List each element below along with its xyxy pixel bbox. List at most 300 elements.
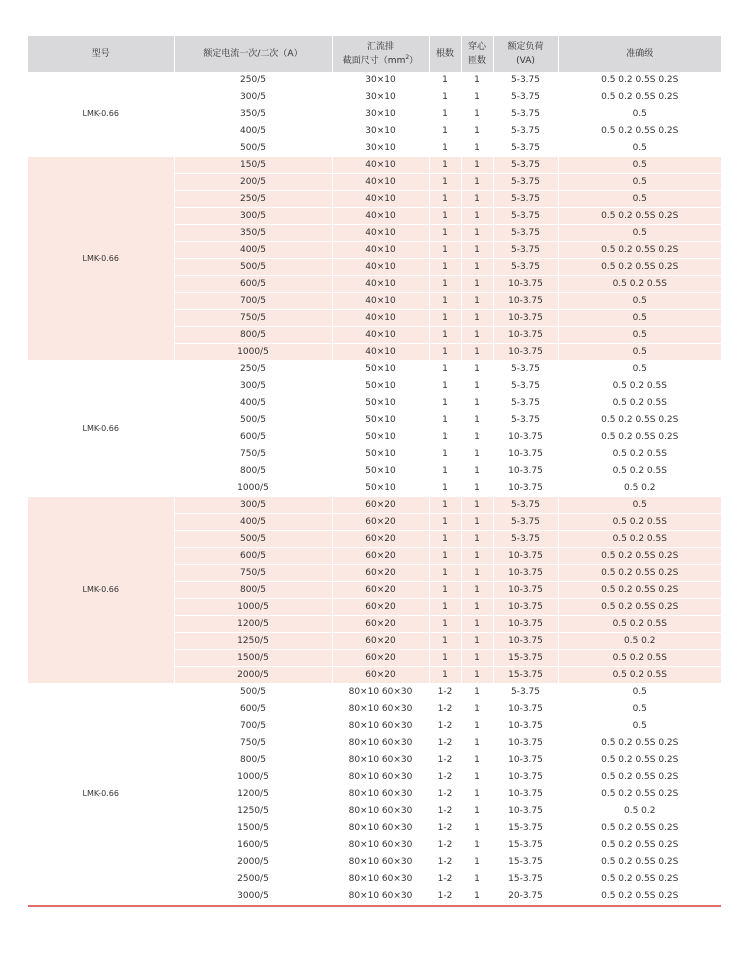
load-cell: 5-3.75 — [493, 72, 558, 89]
load-cell: 10-3.75 — [493, 429, 558, 446]
table-row — [28, 497, 721, 514]
current-cell: 1000/5 — [174, 769, 332, 786]
busbar-cell: 60×20 — [332, 650, 429, 667]
busbar-cell: 80×10 60×30 — [332, 803, 429, 820]
roots-cell: 1 — [429, 225, 461, 242]
roots-cell: 1 — [429, 548, 461, 565]
accuracy-cell: 0.5 0.2 0.5S 0.2S — [558, 599, 721, 616]
accuracy-cell: 0.5 0.2 — [558, 480, 721, 497]
current-cell: 1200/5 — [174, 786, 332, 803]
accuracy-cell: 0.5 0.2 0.5S 0.2S — [558, 871, 721, 888]
roots-cell: 1-2 — [429, 684, 461, 701]
busbar-cell: 60×20 — [332, 633, 429, 650]
current-cell: 1500/5 — [174, 820, 332, 837]
header-busbar-title: 汇流排 — [366, 42, 394, 52]
accuracy-cell: 0.5 0.2 0.5S — [558, 531, 721, 548]
current-cell: 150/5 — [174, 157, 332, 174]
current-cell: 300/5 — [174, 497, 332, 514]
turns-cell: 1 — [461, 72, 493, 89]
turns-cell: 1 — [461, 480, 493, 497]
turns-cell: 1 — [461, 565, 493, 582]
current-cell: 750/5 — [174, 446, 332, 463]
load-cell: 5-3.75 — [493, 106, 558, 123]
header-accuracy: 准确级 — [558, 36, 721, 72]
busbar-cell: 50×10 — [332, 446, 429, 463]
accuracy-cell: 0.5 0.2 0.5S — [558, 378, 721, 395]
roots-cell: 1 — [429, 395, 461, 412]
load-cell: 10-3.75 — [493, 548, 558, 565]
busbar-cell: 60×20 — [332, 548, 429, 565]
busbar-cell: 40×10 — [332, 208, 429, 225]
accuracy-cell: 0.5 0.2 — [558, 633, 721, 650]
turns-cell: 1 — [461, 854, 493, 871]
load-cell: 15-3.75 — [493, 820, 558, 837]
accuracy-cell: 0.5 0.2 0.5S 0.2S — [558, 837, 721, 854]
current-cell: 600/5 — [174, 548, 332, 565]
header-busbar-unit-sup: 2 — [405, 54, 410, 61]
current-cell: 400/5 — [174, 242, 332, 259]
turns-cell: 1 — [461, 140, 493, 157]
table-row — [28, 361, 721, 378]
turns-cell: 1 — [461, 361, 493, 378]
accuracy-cell: 0.5 0.2 0.5S — [558, 667, 721, 684]
busbar-cell: 80×10 60×30 — [332, 871, 429, 888]
busbar-cell: 80×10 60×30 — [332, 837, 429, 854]
current-cell: 600/5 — [174, 429, 332, 446]
roots-cell: 1 — [429, 327, 461, 344]
accuracy-cell: 0.5 — [558, 191, 721, 208]
busbar-cell: 40×10 — [332, 344, 429, 361]
roots-cell: 1 — [429, 89, 461, 106]
roots-cell: 1-2 — [429, 701, 461, 718]
turns-cell: 1 — [461, 446, 493, 463]
accuracy-cell: 0.5 — [558, 310, 721, 327]
load-cell: 5-3.75 — [493, 412, 558, 429]
accuracy-cell: 0.5 0.2 0.5S 0.2S — [558, 769, 721, 786]
load-cell: 5-3.75 — [493, 378, 558, 395]
roots-cell: 1 — [429, 361, 461, 378]
roots-cell: 1 — [429, 531, 461, 548]
accuracy-cell: 0.5 — [558, 293, 721, 310]
roots-cell: 1 — [429, 242, 461, 259]
spec-table — [28, 36, 721, 905]
current-cell: 300/5 — [174, 208, 332, 225]
turns-cell: 1 — [461, 837, 493, 854]
load-cell: 5-3.75 — [493, 497, 558, 514]
roots-cell: 1-2 — [429, 871, 461, 888]
turns-cell: 1 — [461, 548, 493, 565]
load-cell: 10-3.75 — [493, 327, 558, 344]
roots-cell: 1 — [429, 565, 461, 582]
busbar-cell: 40×10 — [332, 242, 429, 259]
header-busbar-size — [335, 54, 427, 68]
current-cell: 1250/5 — [174, 633, 332, 650]
accuracy-cell: 0.5 — [558, 225, 721, 242]
busbar-cell: 80×10 60×30 — [332, 752, 429, 769]
busbar-cell: 60×20 — [332, 616, 429, 633]
load-cell: 10-3.75 — [493, 701, 558, 718]
busbar-cell: 80×10 60×30 — [332, 701, 429, 718]
busbar-cell: 80×10 60×30 — [332, 820, 429, 837]
load-cell: 5-3.75 — [493, 531, 558, 548]
busbar-cell: 40×10 — [332, 225, 429, 242]
model-cell: LMK-0.66 — [28, 72, 174, 157]
turns-cell: 1 — [461, 786, 493, 803]
current-cell: 500/5 — [174, 531, 332, 548]
accuracy-cell: 0.5 — [558, 106, 721, 123]
load-cell: 10-3.75 — [493, 480, 558, 497]
load-cell: 10-3.75 — [493, 735, 558, 752]
accuracy-cell: 0.5 0.2 0.5S — [558, 514, 721, 531]
current-cell: 500/5 — [174, 259, 332, 276]
busbar-cell: 60×20 — [332, 582, 429, 599]
load-cell: 5-3.75 — [493, 242, 558, 259]
turns-cell: 1 — [461, 752, 493, 769]
turns-cell: 1 — [461, 106, 493, 123]
load-cell: 5-3.75 — [493, 259, 558, 276]
current-cell: 750/5 — [174, 735, 332, 752]
model-cell: LMK-0.66 — [28, 361, 174, 497]
turns-cell: 1 — [461, 718, 493, 735]
roots-cell: 1 — [429, 140, 461, 157]
busbar-cell: 40×10 — [332, 174, 429, 191]
accuracy-cell: 0.5 0.2 0.5S 0.2S — [558, 72, 721, 89]
table-row — [28, 684, 721, 701]
table-row — [28, 72, 721, 89]
turns-cell: 1 — [461, 89, 493, 106]
turns-cell: 1 — [461, 259, 493, 276]
accuracy-cell: 0.5 0.2 0.5S 0.2S — [558, 752, 721, 769]
table-body — [28, 72, 721, 905]
header-load-line1: 额定负荷 — [507, 42, 544, 52]
current-cell: 1250/5 — [174, 803, 332, 820]
busbar-cell: 80×10 60×30 — [332, 684, 429, 701]
roots-cell: 1 — [429, 429, 461, 446]
header-model: 型号 — [28, 36, 174, 72]
header-turns-line1: 穿心 — [467, 42, 486, 52]
accuracy-cell: 0.5 — [558, 361, 721, 378]
turns-cell: 1 — [461, 769, 493, 786]
current-cell: 200/5 — [174, 174, 332, 191]
accuracy-cell: 0.5 0.2 0.5S — [558, 650, 721, 667]
accuracy-cell: 0.5 — [558, 140, 721, 157]
roots-cell: 1-2 — [429, 735, 461, 752]
busbar-cell: 80×10 60×30 — [332, 854, 429, 871]
load-cell: 10-3.75 — [493, 616, 558, 633]
current-cell: 400/5 — [174, 123, 332, 140]
accuracy-cell: 0.5 0.2 0.5S 0.2S — [558, 548, 721, 565]
current-cell: 500/5 — [174, 684, 332, 701]
spec-table-container — [28, 36, 721, 905]
current-cell: 1200/5 — [174, 616, 332, 633]
load-cell: 15-3.75 — [493, 871, 558, 888]
busbar-cell: 60×20 — [332, 514, 429, 531]
header-load-line2: (VA) — [516, 56, 535, 66]
accuracy-cell: 0.5 0.2 0.5S 0.2S — [558, 854, 721, 871]
accuracy-cell: 0.5 0.2 0.5S — [558, 395, 721, 412]
roots-cell: 1-2 — [429, 786, 461, 803]
roots-cell: 1 — [429, 293, 461, 310]
roots-cell: 1 — [429, 276, 461, 293]
roots-cell: 1 — [429, 650, 461, 667]
busbar-cell: 80×10 60×30 — [332, 888, 429, 905]
turns-cell: 1 — [461, 208, 493, 225]
table-row — [28, 157, 721, 174]
current-cell: 250/5 — [174, 191, 332, 208]
roots-cell: 1 — [429, 123, 461, 140]
header-busbar-close: ） — [409, 56, 419, 66]
table-header — [28, 36, 721, 72]
busbar-cell: 50×10 — [332, 463, 429, 480]
header-current: 额定电流一次/二次（A） — [174, 36, 332, 72]
accuracy-cell: 0.5 0.2 0.5S 0.2S — [558, 888, 721, 905]
current-cell: 2000/5 — [174, 854, 332, 871]
roots-cell: 1 — [429, 208, 461, 225]
turns-cell: 1 — [461, 616, 493, 633]
load-cell: 10-3.75 — [493, 446, 558, 463]
current-cell: 800/5 — [174, 463, 332, 480]
busbar-cell: 40×10 — [332, 327, 429, 344]
current-cell: 2500/5 — [174, 871, 332, 888]
current-cell: 400/5 — [174, 514, 332, 531]
turns-cell: 1 — [461, 735, 493, 752]
roots-cell: 1 — [429, 344, 461, 361]
busbar-cell: 30×10 — [332, 72, 429, 89]
load-cell: 15-3.75 — [493, 837, 558, 854]
roots-cell: 1 — [429, 480, 461, 497]
bottom-rule — [28, 905, 721, 907]
roots-cell: 1 — [429, 582, 461, 599]
accuracy-cell: 0.5 0.2 0.5S 0.2S — [558, 123, 721, 140]
roots-cell: 1 — [429, 106, 461, 123]
accuracy-cell: 0.5 — [558, 497, 721, 514]
load-cell: 10-3.75 — [493, 803, 558, 820]
busbar-cell: 30×10 — [332, 106, 429, 123]
turns-cell: 1 — [461, 684, 493, 701]
current-cell: 350/5 — [174, 225, 332, 242]
roots-cell: 1 — [429, 412, 461, 429]
turns-cell: 1 — [461, 225, 493, 242]
current-cell: 750/5 — [174, 310, 332, 327]
roots-cell: 1 — [429, 446, 461, 463]
load-cell: 15-3.75 — [493, 854, 558, 871]
header-turns-line2: 匝数 — [467, 56, 486, 66]
current-cell: 300/5 — [174, 378, 332, 395]
model-cell: LMK-0.66 — [28, 684, 174, 905]
current-cell: 700/5 — [174, 293, 332, 310]
accuracy-cell: 0.5 0.2 0.5S 0.2S — [558, 735, 721, 752]
roots-cell: 1 — [429, 72, 461, 89]
load-cell: 10-3.75 — [493, 565, 558, 582]
current-cell: 600/5 — [174, 701, 332, 718]
accuracy-cell: 0.5 0.2 0.5S 0.2S — [558, 89, 721, 106]
accuracy-cell: 0.5 0.2 0.5S — [558, 446, 721, 463]
busbar-cell: 50×10 — [332, 412, 429, 429]
busbar-cell: 30×10 — [332, 140, 429, 157]
turns-cell: 1 — [461, 123, 493, 140]
load-cell: 10-3.75 — [493, 633, 558, 650]
load-cell: 5-3.75 — [493, 208, 558, 225]
busbar-cell: 40×10 — [332, 191, 429, 208]
roots-cell: 1-2 — [429, 752, 461, 769]
current-cell: 1000/5 — [174, 344, 332, 361]
load-cell: 15-3.75 — [493, 650, 558, 667]
roots-cell: 1 — [429, 174, 461, 191]
model-cell: LMK-0.66 — [28, 497, 174, 684]
busbar-cell: 40×10 — [332, 157, 429, 174]
accuracy-cell: 0.5 0.2 0.5S — [558, 463, 721, 480]
turns-cell: 1 — [461, 888, 493, 905]
current-cell: 800/5 — [174, 582, 332, 599]
roots-cell: 1 — [429, 514, 461, 531]
load-cell: 5-3.75 — [493, 225, 558, 242]
busbar-cell: 60×20 — [332, 497, 429, 514]
load-cell: 10-3.75 — [493, 582, 558, 599]
turns-cell: 1 — [461, 871, 493, 888]
turns-cell: 1 — [461, 378, 493, 395]
accuracy-cell: 0.5 0.2 — [558, 803, 721, 820]
load-cell: 5-3.75 — [493, 395, 558, 412]
header-turns — [461, 36, 493, 72]
busbar-cell: 60×20 — [332, 667, 429, 684]
roots-cell: 1-2 — [429, 820, 461, 837]
accuracy-cell: 0.5 0.2 0.5S — [558, 616, 721, 633]
busbar-cell: 60×20 — [332, 565, 429, 582]
turns-cell: 1 — [461, 276, 493, 293]
current-cell: 1600/5 — [174, 837, 332, 854]
busbar-cell: 40×10 — [332, 293, 429, 310]
load-cell: 5-3.75 — [493, 684, 558, 701]
busbar-cell: 50×10 — [332, 429, 429, 446]
load-cell: 5-3.75 — [493, 157, 558, 174]
roots-cell: 1-2 — [429, 888, 461, 905]
busbar-cell: 80×10 60×30 — [332, 735, 429, 752]
roots-cell: 1-2 — [429, 854, 461, 871]
busbar-cell: 60×20 — [332, 599, 429, 616]
current-cell: 350/5 — [174, 106, 332, 123]
load-cell: 5-3.75 — [493, 361, 558, 378]
busbar-cell: 60×20 — [332, 531, 429, 548]
accuracy-cell: 0.5 0.2 0.5S 0.2S — [558, 582, 721, 599]
busbar-cell: 80×10 60×30 — [332, 786, 429, 803]
busbar-cell: 40×10 — [332, 310, 429, 327]
turns-cell: 1 — [461, 191, 493, 208]
busbar-cell: 80×10 60×30 — [332, 718, 429, 735]
accuracy-cell: 0.5 — [558, 327, 721, 344]
busbar-cell: 30×10 — [332, 123, 429, 140]
load-cell: 10-3.75 — [493, 276, 558, 293]
turns-cell: 1 — [461, 599, 493, 616]
turns-cell: 1 — [461, 395, 493, 412]
roots-cell: 1 — [429, 667, 461, 684]
header-roots: 根数 — [429, 36, 461, 72]
turns-cell: 1 — [461, 293, 493, 310]
load-cell: 5-3.75 — [493, 174, 558, 191]
load-cell: 5-3.75 — [493, 123, 558, 140]
roots-cell: 1 — [429, 633, 461, 650]
current-cell: 600/5 — [174, 276, 332, 293]
turns-cell: 1 — [461, 582, 493, 599]
busbar-cell: 50×10 — [332, 480, 429, 497]
roots-cell: 1 — [429, 497, 461, 514]
load-cell: 5-3.75 — [493, 514, 558, 531]
accuracy-cell: 0.5 0.2 0.5S 0.2S — [558, 242, 721, 259]
accuracy-cell: 0.5 0.2 0.5S 0.2S — [558, 786, 721, 803]
turns-cell: 1 — [461, 701, 493, 718]
accuracy-cell: 0.5 0.2 0.5S 0.2S — [558, 412, 721, 429]
turns-cell: 1 — [461, 497, 493, 514]
accuracy-cell: 0.5 0.2 0.5S 0.2S — [558, 259, 721, 276]
turns-cell: 1 — [461, 667, 493, 684]
accuracy-cell: 0.5 — [558, 344, 721, 361]
current-cell: 1000/5 — [174, 599, 332, 616]
load-cell: 5-3.75 — [493, 191, 558, 208]
current-cell: 1000/5 — [174, 480, 332, 497]
current-cell: 750/5 — [174, 565, 332, 582]
current-cell: 300/5 — [174, 89, 332, 106]
turns-cell: 1 — [461, 344, 493, 361]
busbar-cell: 80×10 60×30 — [332, 769, 429, 786]
roots-cell: 1 — [429, 616, 461, 633]
roots-cell: 1 — [429, 463, 461, 480]
turns-cell: 1 — [461, 633, 493, 650]
load-cell: 10-3.75 — [493, 344, 558, 361]
accuracy-cell: 0.5 0.2 0.5S 0.2S — [558, 820, 721, 837]
turns-cell: 1 — [461, 310, 493, 327]
current-cell: 700/5 — [174, 718, 332, 735]
accuracy-cell: 0.5 — [558, 174, 721, 191]
header-busbar-size-text: 截面尺寸（mm — [342, 56, 406, 66]
load-cell: 10-3.75 — [493, 310, 558, 327]
load-cell: 10-3.75 — [493, 752, 558, 769]
current-cell: 250/5 — [174, 361, 332, 378]
current-cell: 500/5 — [174, 140, 332, 157]
turns-cell: 1 — [461, 803, 493, 820]
roots-cell: 1-2 — [429, 769, 461, 786]
accuracy-cell: 0.5 — [558, 718, 721, 735]
load-cell: 10-3.75 — [493, 718, 558, 735]
busbar-cell: 50×10 — [332, 395, 429, 412]
load-cell: 10-3.75 — [493, 769, 558, 786]
accuracy-cell: 0.5 0.2 0.5S — [558, 276, 721, 293]
roots-cell: 1-2 — [429, 803, 461, 820]
header-busbar — [332, 36, 429, 72]
roots-cell: 1-2 — [429, 718, 461, 735]
turns-cell: 1 — [461, 429, 493, 446]
current-cell: 800/5 — [174, 752, 332, 769]
load-cell: 10-3.75 — [493, 463, 558, 480]
turns-cell: 1 — [461, 174, 493, 191]
roots-cell: 1 — [429, 378, 461, 395]
busbar-cell: 50×10 — [332, 361, 429, 378]
load-cell: 20-3.75 — [493, 888, 558, 905]
busbar-cell: 40×10 — [332, 276, 429, 293]
turns-cell: 1 — [461, 650, 493, 667]
turns-cell: 1 — [461, 514, 493, 531]
turns-cell: 1 — [461, 242, 493, 259]
busbar-cell: 50×10 — [332, 378, 429, 395]
accuracy-cell: 0.5 0.2 0.5S 0.2S — [558, 429, 721, 446]
roots-cell: 1 — [429, 599, 461, 616]
roots-cell: 1-2 — [429, 837, 461, 854]
current-cell: 400/5 — [174, 395, 332, 412]
turns-cell: 1 — [461, 327, 493, 344]
model-cell: LMK-0.66 — [28, 157, 174, 361]
load-cell: 10-3.75 — [493, 786, 558, 803]
header-load — [493, 36, 558, 72]
load-cell: 5-3.75 — [493, 140, 558, 157]
current-cell: 2000/5 — [174, 667, 332, 684]
